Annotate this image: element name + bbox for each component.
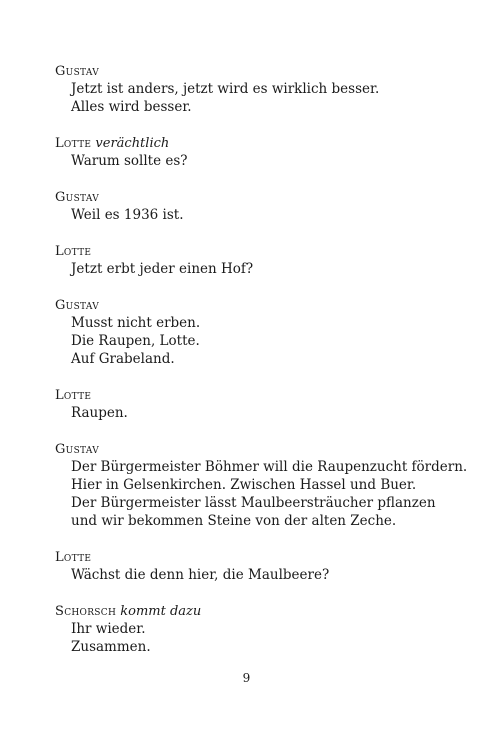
speech-block (55, 298, 455, 368)
speaker-name: Lotte (55, 550, 92, 565)
speaker-heading (55, 244, 455, 260)
page-number: 9 (242, 671, 251, 685)
speech-block (55, 64, 455, 116)
speaker-heading (55, 190, 455, 206)
stage-direction: verächtlich (95, 136, 170, 151)
speaker-name: Lotte (55, 388, 92, 403)
dialogue-line: Der Bürgermeister Böhmer will die Raupenzucht fördern. (71, 459, 468, 475)
dialogue-line: Jetzt ist anders, jetzt wird es wirklich besser. (71, 81, 380, 97)
speaker-heading (55, 388, 455, 404)
dialogue-line: Jetzt erbt jeder einen Hof? (71, 261, 254, 277)
speaker-name: Gustav (55, 442, 99, 457)
speaker-heading (55, 604, 455, 620)
dialogue-line: Weil es 1936 ist. (71, 207, 184, 223)
speaker-name: Lotte (55, 136, 92, 151)
dialogue-line: Hier in Gelsenkirchen. Zwischen Hassel und Buer. (71, 477, 417, 493)
speaker-name: Gustav (55, 64, 99, 79)
speaker-heading (55, 298, 455, 314)
dialogue-line: Die Raupen, Lotte. (71, 333, 200, 349)
dialogue-line: Auf Grabeland. (71, 351, 175, 367)
speaker-heading (55, 64, 455, 80)
dialogue-line: Ihr wieder. (71, 621, 146, 637)
dialogue-line: Der Bürgermeister lässt Maulbeersträucher pflanzen (71, 495, 436, 511)
stage-direction: kommt dazu (120, 604, 202, 619)
speaker-name: Schorsch (55, 604, 117, 619)
speech-block (55, 604, 455, 656)
dialogue-line: Warum sollte es? (71, 153, 188, 169)
speaker-name: Gustav (55, 190, 99, 205)
dialogue-line: Raupen. (71, 405, 128, 421)
dialogue-line: Alles wird besser. (71, 99, 192, 115)
speaker-heading (55, 442, 455, 458)
speech-block (55, 244, 455, 278)
speech-block (55, 388, 455, 422)
dialogue-line: Musst nicht erben. (71, 315, 201, 331)
dialogue-line: Wächst die denn hier, die Maulbeere? (71, 567, 330, 583)
speech-block (55, 442, 468, 530)
speech-block (55, 550, 455, 584)
speaker-heading (55, 550, 455, 566)
speaker-name: Lotte (55, 244, 92, 259)
speech-block (55, 136, 455, 170)
speaker-name: Gustav (55, 298, 99, 313)
dialogue-line: und wir bekommen Steine von der alten Zeche. (71, 513, 397, 529)
speaker-heading (55, 136, 455, 152)
dialogue-line: Zusammen. (71, 639, 151, 655)
speech-block (55, 190, 455, 224)
